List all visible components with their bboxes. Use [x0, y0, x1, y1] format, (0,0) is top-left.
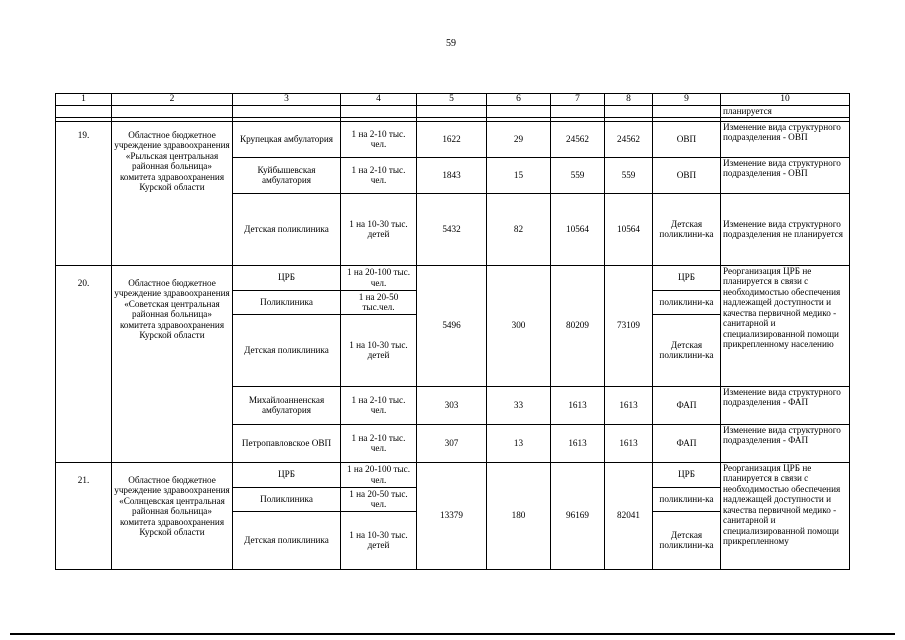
header-cell: 10 [721, 94, 850, 106]
page-edge-line [10, 633, 895, 635]
note: Реорганизация ЦРБ не планируется в связи с необходимостью обеспечения надлежащей доступности и качества первичной медико - санитарной и специализированной помощи прикрепленному [721, 462, 850, 569]
cell-value: 5496 [417, 265, 487, 386]
unit-type: ЦРБ [653, 462, 721, 487]
header-cell: 5 [417, 94, 487, 106]
cell-value: 15 [487, 157, 551, 193]
cell-value: 5432 [417, 193, 487, 265]
unit-name: Поликлиника [233, 487, 341, 511]
unit-name: Детская поликлиника [233, 193, 341, 265]
organization-name: Областное бюджетное учреждение здравоохранения «Солнцевская центральная районная больница» комитета здравоохранения Курской области [112, 462, 233, 569]
unit-name: Детская поликлиника [233, 314, 341, 386]
unit-name: ЦРБ [233, 462, 341, 487]
note: Изменение вида структурного подразделения - ФАП [721, 386, 850, 424]
norm: 1 на 20-50 тыс. чел. [341, 487, 417, 511]
cell-value: 82 [487, 193, 551, 265]
unit-name: ЦРБ [233, 265, 341, 290]
organization-name: Областное бюджетное учреждение здравоохранения «Рыльская центральная районная больница» комитета здравоохранения Курской области [112, 121, 233, 265]
cell-value: 13 [487, 424, 551, 462]
unit-type: поликлини-ка [653, 487, 721, 511]
table-row [56, 462, 850, 487]
unit-type: ФАП [653, 424, 721, 462]
norm: 1 на 2-10 тыс. чел. [341, 424, 417, 462]
unit-type: Детская поликлини-ка [653, 193, 721, 265]
note: Реорганизация ЦРБ не планируется в связи с необходимостью обеспечения надлежащей доступности и качества первичной медико - санитарной и специализированной помощи прикрепленному населению [721, 265, 850, 386]
norm: 1 на 10-30 тыс. детей [341, 314, 417, 386]
cell-value: 1622 [417, 121, 487, 157]
unit-type: поликлини-ка [653, 290, 721, 314]
page-number: 59 [446, 38, 456, 49]
cell-value: 80209 [551, 265, 605, 386]
cell-value: 13379 [417, 462, 487, 569]
header-cell: 1 [56, 94, 112, 106]
unit-name: Куйбышевская амбулатория [233, 157, 341, 193]
cell-value: 1613 [551, 386, 605, 424]
norm: 1 на 2-10 тыс. чел. [341, 121, 417, 157]
header-cell: 7 [551, 94, 605, 106]
unit-type: Детская поликлини-ка [653, 314, 721, 386]
header-row [56, 94, 850, 106]
header-cell: 8 [605, 94, 653, 106]
unit-name: Петропавловское ОВП [233, 424, 341, 462]
note: Изменение вида структурного подразделения - ФАП [721, 424, 850, 462]
cell-value: 10564 [605, 193, 653, 265]
cell-value: 10564 [551, 193, 605, 265]
unit-type: ФАП [653, 386, 721, 424]
note: Изменение вида структурного подразделения - ОВП [721, 121, 850, 157]
unit-type: Детская поликлини-ка [653, 511, 721, 569]
row-number: 21. [56, 462, 112, 569]
note: Изменение вида структурного подразделения - ОВП [721, 157, 850, 193]
cell-value: 300 [487, 265, 551, 386]
header-cell: 2 [112, 94, 233, 106]
cell-value: 303 [417, 386, 487, 424]
table-row [56, 121, 850, 157]
norm: 1 на 20-100 тыс. чел. [341, 265, 417, 290]
data-table [55, 93, 850, 570]
cell-value: 180 [487, 462, 551, 569]
unit-name: Крупецкая амбулатория [233, 121, 341, 157]
row-number: 19. [56, 121, 112, 265]
header-cell: 9 [653, 94, 721, 106]
cell-value: 1613 [605, 386, 653, 424]
norm: 1 на 10-30 тыс. детей [341, 511, 417, 569]
norm: 1 на 2-10 тыс. чел. [341, 157, 417, 193]
unit-type: ОВП [653, 121, 721, 157]
cell-value: 82041 [605, 462, 653, 569]
cell-value: 73109 [605, 265, 653, 386]
cell-value: 307 [417, 424, 487, 462]
cell-value: 24562 [551, 121, 605, 157]
table-row [56, 265, 850, 290]
organization-name: Областное бюджетное учреждение здравоохранения «Советская центральная районная больница» комитета здравоохранения Курской области [112, 265, 233, 462]
continuation-note: планируется [721, 106, 850, 118]
cell-value: 96169 [551, 462, 605, 569]
note: Изменение вида структурного подразделения не планируется [721, 193, 850, 265]
cell-value: 559 [605, 157, 653, 193]
cell-value: 559 [551, 157, 605, 193]
cell-value: 24562 [605, 121, 653, 157]
cell-value: 29 [487, 121, 551, 157]
unit-name: Михайлоанненская амбулатория [233, 386, 341, 424]
header-cell: 3 [233, 94, 341, 106]
unit-name: Детская поликлиника [233, 511, 341, 569]
unit-name: Поликлиника [233, 290, 341, 314]
norm: 1 на 2-10 тыс. чел. [341, 386, 417, 424]
row-number: 20. [56, 265, 112, 462]
header-cell: 4 [341, 94, 417, 106]
unit-type: ЦРБ [653, 265, 721, 290]
norm: 1 на 10-30 тыс. детей [341, 193, 417, 265]
unit-type: ОВП [653, 157, 721, 193]
cell-value: 1843 [417, 157, 487, 193]
continuation-row [56, 106, 850, 118]
cell-value: 1613 [605, 424, 653, 462]
norm: 1 на 20-100 тыс. чел. [341, 462, 417, 487]
header-cell: 6 [487, 94, 551, 106]
cell-value: 33 [487, 386, 551, 424]
norm: 1 на 20-50 тыс.чел. [341, 290, 417, 314]
cell-value: 1613 [551, 424, 605, 462]
